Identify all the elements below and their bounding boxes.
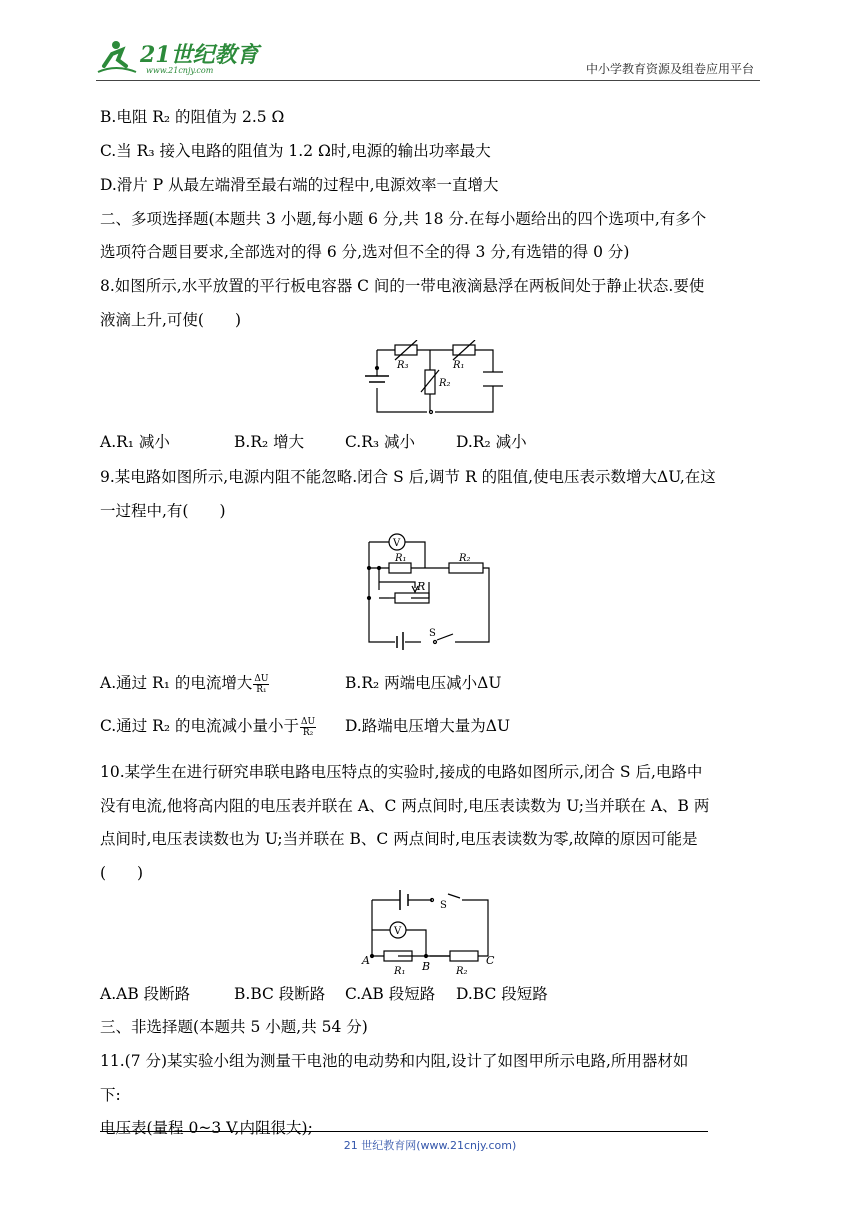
option-d-line: D.滑片 P 从最左端滑至最右端的过程中,电源效率一直增大 xyxy=(100,176,499,194)
q9-option-c-text: C.通过 R₂ 的电流减小量小于 xyxy=(100,717,299,735)
footer-divider xyxy=(100,1131,708,1132)
q9-option-c-fraction xyxy=(300,717,316,738)
q11-stem-3: 电压表(量程 0~3 V,内阻很大); xyxy=(100,1119,313,1137)
q10-circuit-figure xyxy=(360,884,500,982)
q10-option-b: B.BC 段断路 xyxy=(234,985,326,1003)
fig9-r2-label: R₂ xyxy=(459,553,471,564)
option-b-line: B.电阻 R₂ 的阻值为 2.5 Ω xyxy=(100,108,285,126)
logo-text: 21世纪教育 xyxy=(140,42,259,68)
option-c-line: C.当 R₃ 接入电路的阻值为 1.2 Ω时,电源的输出功率最大 xyxy=(100,142,491,160)
section3-heading: 三、非选择题(本题共 5 小题,共 54 分) xyxy=(100,1018,368,1036)
q8-option-b: B.R₂ 增大 xyxy=(234,433,305,451)
fig10-r2-label: R₂ xyxy=(456,966,468,977)
q9-option-a-denominator: R₁ xyxy=(256,684,267,695)
q9-option-a-fraction xyxy=(253,674,269,695)
q10-stem-3: 点间时,电压表读数也为 U;当并联在 B、C 两点间时,电压表读数为零,故障的原因可能是 xyxy=(100,830,698,848)
logo-url: www.21cnjy.com xyxy=(146,66,214,75)
footer-text: 21 世纪教育网(www.21cnjy.com) xyxy=(343,1139,517,1152)
q10-option-d: D.BC 段短路 xyxy=(456,985,548,1003)
q10-stem-4: ( ) xyxy=(100,864,144,882)
q9-stem-1: 9.某电路如图所示,电源内阻不能忽略.闭合 S 后,调节 R 的阻值,使电压表示数增大ΔU,在这 xyxy=(100,468,716,486)
fig10-r1-label: R₁ xyxy=(394,966,406,977)
fig9-voltmeter-label: V xyxy=(393,538,401,549)
section2-heading-1: 二、多项选择题(本题共 3 小题,每小题 6 分,共 18 分.在每小题给出的四个选项中,有多个 xyxy=(100,210,707,228)
site-logo xyxy=(96,36,266,76)
q9-option-c-numerator: ΔU xyxy=(300,716,316,727)
q8-stem-1: 8.如图所示,水平放置的平行板电容器 C 间的一带电液滴悬浮在两板间处于静止状态.要使 xyxy=(100,277,705,295)
q8-option-a: A.R₁ 减小 xyxy=(100,433,170,451)
q9-stem-2: 一过程中,有( ) xyxy=(100,502,226,520)
fig10-switch-label: S xyxy=(440,900,447,911)
q9-option-a-text: A.通过 R₁ 的电流增大 xyxy=(100,674,253,692)
q8-option-d: D.R₂ 减小 xyxy=(456,433,527,451)
fig8-r2-label: R₂ xyxy=(439,378,451,389)
fig9-r-label: R xyxy=(417,580,426,593)
fig10-point-c: C xyxy=(486,954,495,967)
q11-stem-2: 下: xyxy=(100,1086,121,1104)
q8-circuit-figure xyxy=(365,340,505,424)
section2-heading-2: 选项符合题目要求,全部选对的得 6 分,选对但不全的得 3 分,有选错的得 0 分) xyxy=(100,243,630,261)
fig10-point-a: A xyxy=(362,954,370,967)
q8-option-c: C.R₃ 减小 xyxy=(345,433,416,451)
q10-option-a: A.AB 段断路 xyxy=(100,985,191,1003)
q9-option-a xyxy=(100,673,269,695)
q9-option-c-denominator: R₂ xyxy=(302,727,314,738)
fig8-r3-label: R₃ xyxy=(397,360,409,371)
q9-option-a-numerator: ΔU xyxy=(254,673,269,684)
runner-icon xyxy=(98,41,136,72)
q10-stem-2: 没有电流,他将高内阻的电压表并联在 A、C 两点间时,电压表读数为 U;当并联在 A、B 两 xyxy=(100,797,710,815)
fig10-point-b: B xyxy=(422,960,431,973)
q10-stem-1: 10.某学生在进行研究串联电路电压特点的实验时,接成的电路如图所示,闭合 S 后,电路中 xyxy=(100,763,703,781)
q9-option-b: B.R₂ 两端电压减小ΔU xyxy=(345,674,502,692)
q11-stem-1: 11.(7 分)某实验小组为测量干电池的电动势和内阻,设计了如图甲所示电路,所用器材如 xyxy=(100,1052,689,1070)
fig9-r1-label: R₁ xyxy=(395,553,407,564)
q9-circuit-figure xyxy=(365,530,495,654)
header-divider xyxy=(96,80,760,81)
q9-option-d: D.路端电压增大量为ΔU xyxy=(345,717,511,735)
fig10-voltmeter-label: V xyxy=(394,926,402,937)
header-platform-text: 中小学教育资源及组卷应用平台 xyxy=(585,62,754,76)
q8-stem-2: 液滴上升,可使( ) xyxy=(100,311,242,329)
fig9-switch-label: S xyxy=(429,628,436,639)
q10-option-c: C.AB 段短路 xyxy=(345,985,436,1003)
fig8-r1-label: R₁ xyxy=(453,360,465,371)
q9-option-c xyxy=(100,716,316,738)
